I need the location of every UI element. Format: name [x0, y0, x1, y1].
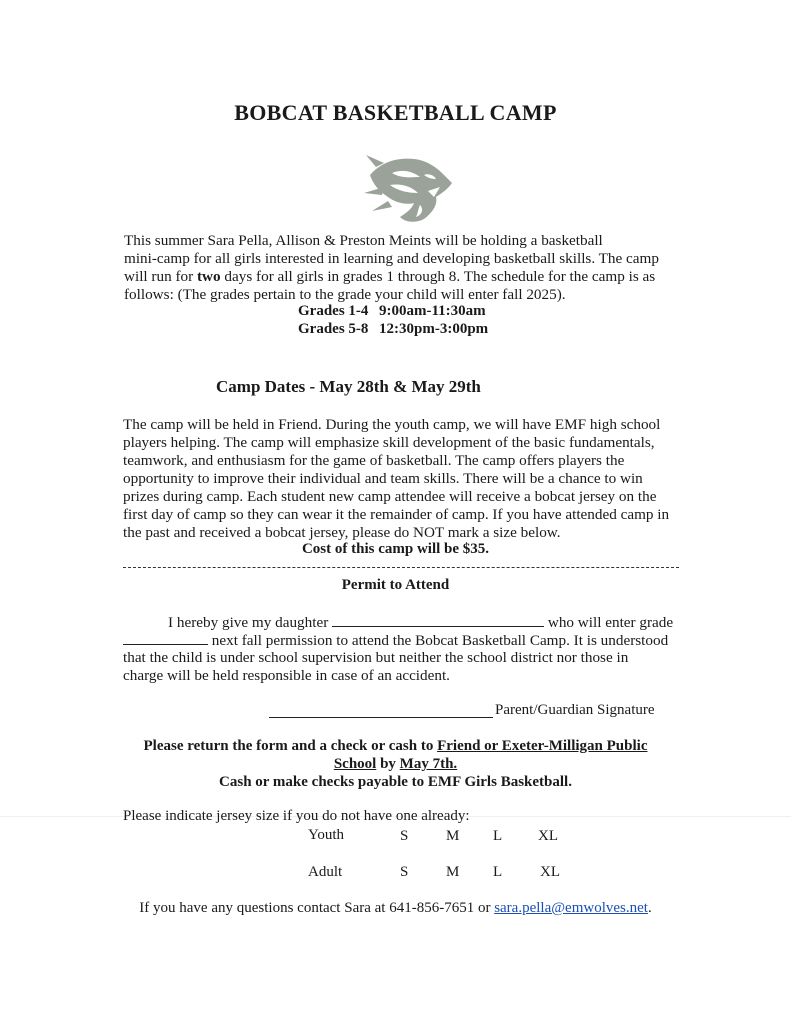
details-line: The camp will be held in Friend. During the youth camp, we will have EMF high school [123, 416, 661, 433]
intro-line-4: follows: (The grades pertain to the grade your child will enter fall 2025). [124, 286, 566, 303]
size-option-xl[interactable]: XL [538, 828, 558, 844]
contact-line [0, 900, 791, 917]
page-title: BOBCAT BASKETBALL CAMP [234, 100, 557, 125]
return-instructions [0, 738, 791, 755]
details-line: the past and received a bobcat jersey, please do NOT mark a size below. [123, 524, 561, 541]
permit-line-1 [168, 613, 673, 632]
camp-dates-heading: Camp Dates - May 28th & May 29th [216, 377, 481, 396]
return-date: May 7th. [399, 756, 458, 772]
grade-field[interactable] [123, 631, 208, 645]
jersey-row-label: Youth [308, 827, 344, 843]
permit-line-3: that the child is under school supervision but neither the school district nor those in [123, 649, 629, 666]
size-option-xl[interactable]: XL [540, 864, 560, 880]
intro-line-3-rest: days for all girls in grades 1 through 8. The schedule for the camp is as [220, 268, 656, 285]
permit-line-4: charge will be held responsible in case of an accident. [123, 667, 450, 684]
permit-title: Permit to Attend [341, 577, 450, 593]
details-line: opportunity to improve their individual and team skills. There will be a chance to win [123, 470, 643, 487]
intro-line-3 [124, 268, 655, 286]
permit-line-2-text: next fall permission to attend the Bobcat Basketball Camp. It is understood [211, 632, 669, 649]
schedule-grades: Grades 5-8 [298, 321, 369, 337]
bobcat-head-icon [362, 153, 454, 225]
schedule-time: 9:00am-11:30am [379, 303, 486, 319]
details-line: first day of camp so they can wear it the remainder of camp. If you have attended camp in [123, 506, 670, 523]
return-text: Please return the form and a check or cash to [143, 738, 438, 754]
payment-instructions: Cash or make checks payable to EMF Girls Basketball. [219, 774, 572, 790]
details-line: teamwork, and enthusiasm for the game of basketball. The camp offers players the [123, 452, 625, 469]
return-deadline [0, 756, 791, 773]
email-link[interactable]: sara.pella@emwolves.net [494, 900, 648, 916]
size-option-m[interactable]: M [446, 864, 460, 880]
jersey-size-prompt: Please indicate jersey size if you do not have one already: [123, 808, 470, 824]
size-option-s[interactable]: S [400, 828, 409, 844]
schedule-time: 12:30pm-3:00pm [379, 321, 489, 337]
return-location-cont: School [333, 756, 377, 772]
permit-line-2 [123, 631, 668, 650]
permit-line-1-rest: who will enter grade [547, 614, 674, 631]
schedule-grades: Grades 1-4 [298, 303, 369, 319]
intro-emphasis: two [196, 268, 221, 285]
signature-field[interactable] [269, 701, 493, 718]
size-option-l[interactable]: L [493, 828, 503, 844]
details-line: prizes during camp. Each student new camp attendee will receive a bobcat jersey on the [123, 488, 657, 505]
size-option-m[interactable]: M [446, 828, 460, 844]
size-option-l[interactable]: L [493, 864, 503, 880]
contact-text: If you have any questions contact Sara at 641-856-7651 or [139, 900, 495, 916]
cost-notice: Cost of this camp will be $35. [301, 541, 490, 557]
intro-line-3-text: will run for [124, 268, 197, 285]
details-line: players helping. The camp will emphasize skill development of the basic fundamentals, [123, 434, 655, 451]
daughter-name-field[interactable] [332, 613, 544, 627]
return-location: Friend or Exeter-Milligan Public [437, 738, 648, 754]
permit-line-1-text: I hereby give my daughter [168, 614, 329, 631]
size-option-s[interactable]: S [400, 864, 409, 880]
signature-label: Parent/Guardian Signature [495, 702, 655, 718]
cut-line-divider [123, 567, 679, 568]
intro-line-2: mini-camp for all girls interested in learning and developing basketball skills. The camp [124, 250, 659, 267]
intro-line-1: This summer Sara Pella, Allison & Preston Meints will be holding a basketball [124, 232, 603, 249]
jersey-row-label: Adult [308, 864, 343, 880]
return-by: by [376, 756, 400, 772]
contact-end: . [647, 900, 652, 916]
